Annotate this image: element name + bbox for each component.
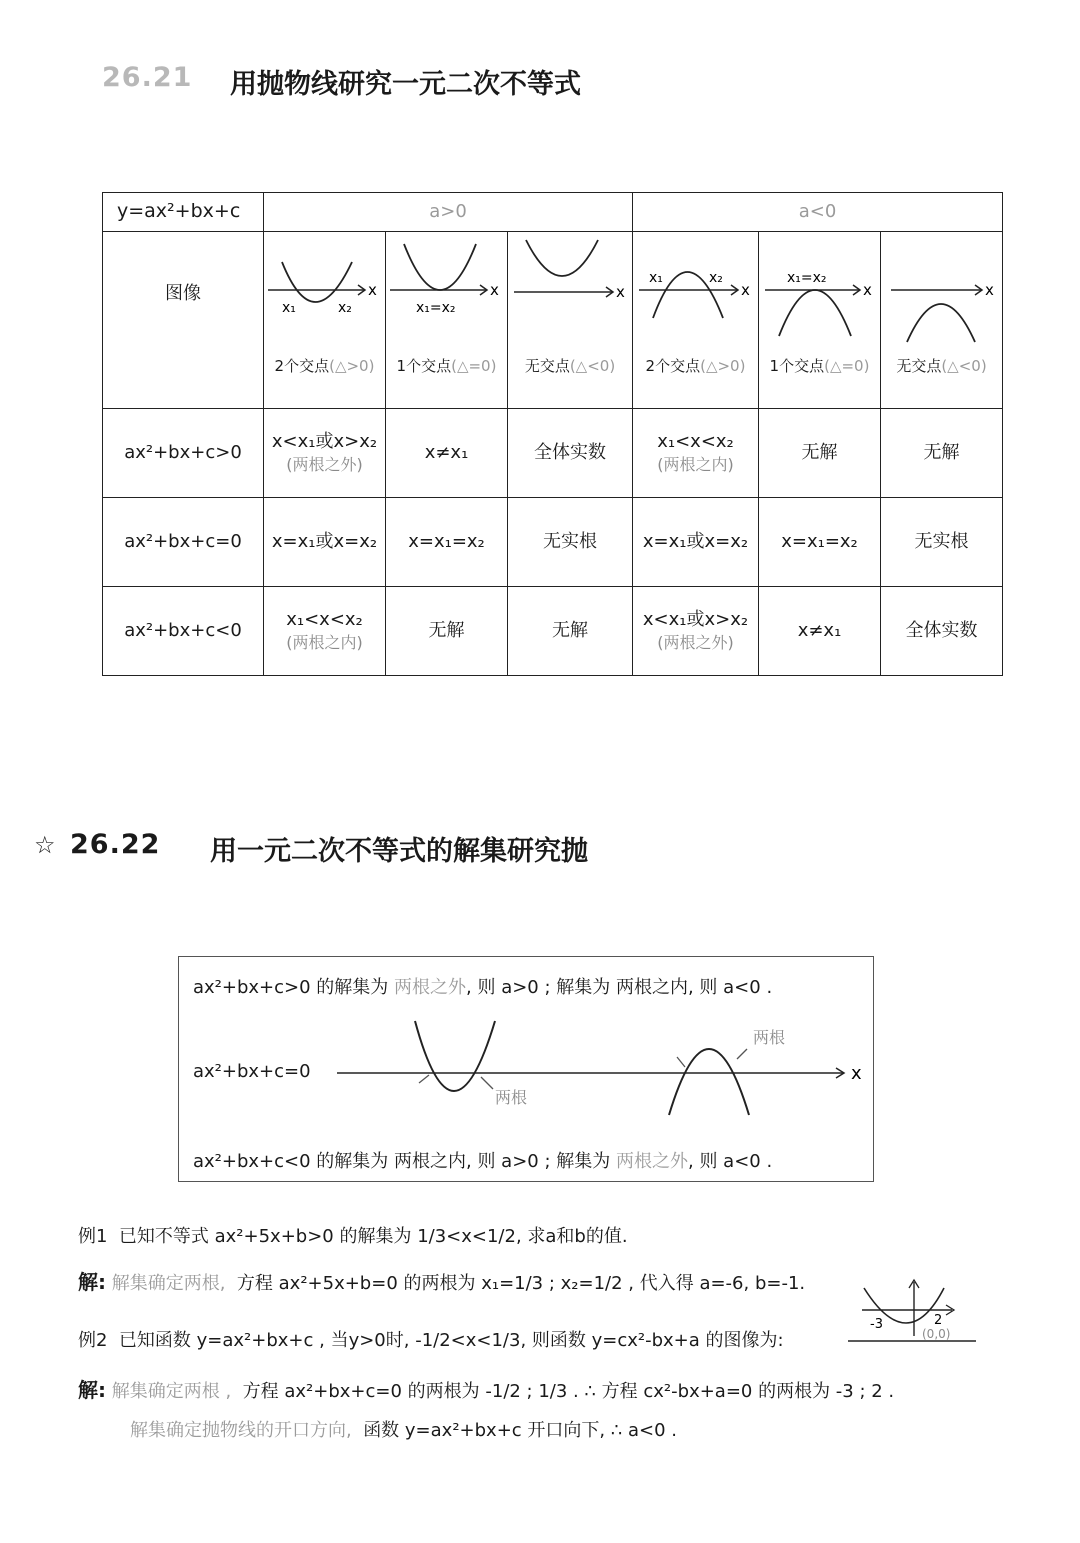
table-cell: x≠x₁	[759, 587, 881, 676]
parabola-down-one-root	[759, 232, 881, 352]
table-cell: 无解	[386, 587, 508, 676]
table-cell: x≠x₁	[386, 409, 508, 498]
row-label: ax²+bx+c>0	[103, 409, 264, 498]
table-row	[103, 409, 1003, 498]
box-line-positive: ax²+bx+c>0 的解集为 两根之外, 则 a>0 ; 解集为 两根之内, 则 a<0 .	[193, 977, 773, 998]
summary-box	[178, 956, 874, 1182]
table-cell: 无实根	[881, 498, 1003, 587]
section-title: 用抛物线研究一元二次不等式	[230, 69, 581, 100]
graph-caption: 2个交点(△>0)	[274, 357, 375, 375]
quadratic-summary-table	[102, 192, 1003, 676]
root-label: x₂	[338, 300, 352, 316]
solution-3: 解集确定抛物线的开口方向, 函数 y=ax²+bx+c 开口向下, ∴ a<0 .	[130, 1420, 678, 1441]
example-1: 例1 已知不等式 ax²+5x+b>0 的解集为 1/3<x<1/2, 求a和b的值.	[78, 1226, 628, 1247]
star-icon: ☆	[34, 831, 56, 859]
graph-cell	[508, 232, 633, 409]
axis-label: x	[741, 281, 750, 299]
root-label: x₁	[282, 300, 296, 316]
graph-cell	[386, 232, 508, 409]
solution-1: 解: 解集确定两根, 方程 ax²+5x+b=0 的两根为 x₁=1/3 ; x₂=1/2 , 代入得 a=-6, b=-1.	[78, 1270, 806, 1294]
table-cell: x<x₁或x>x₂ (两根之外)	[264, 409, 386, 498]
axis-label: x	[490, 281, 499, 299]
table-cell: 无实根	[508, 498, 633, 587]
axis-label: x	[616, 283, 625, 301]
box-equation-label: ax²+bx+c=0	[193, 1061, 311, 1082]
example-2: 例2 已知函数 y=ax²+bx+c , 当y>0时, -1/2<x<1/3, 则函数 y=cx²-bx+a 的图像为:	[78, 1330, 784, 1351]
axis-label: x	[368, 281, 377, 299]
solution-2: 解: 解集确定两根 , 方程 ax²+bx+c=0 的两根为 -1/2 ; 1/3 . ∴ 方程 cx²-bx+a=0 的两根为 -3 ; 2 .	[78, 1378, 895, 1402]
root-label: x₁	[649, 270, 663, 286]
root-label-right: 两根	[753, 1028, 786, 1047]
table-cell: 无解	[881, 409, 1003, 498]
axis-label: x	[985, 281, 994, 299]
graph-caption: 无交点(△<0)	[896, 357, 987, 375]
graph-caption: 2个交点(△>0)	[645, 357, 746, 375]
graph-cell	[264, 232, 386, 409]
table-cell: x=x₁=x₂	[386, 498, 508, 587]
graph-label: 2	[934, 1313, 943, 1328]
example-2-answer-graph	[848, 1278, 978, 1344]
parabola-down-no-roots	[881, 232, 1003, 352]
table-cell: 全体实数	[881, 587, 1003, 676]
axis-label: x	[863, 281, 872, 299]
graph-caption: 1个交点(△=0)	[396, 357, 497, 375]
header-a-positive: a>0	[264, 193, 633, 232]
root-label: x₁=x₂	[416, 300, 456, 316]
row-label: ax²+bx+c=0	[103, 498, 264, 587]
table-cell: x₁<x<x₂ (两根之内)	[633, 409, 759, 498]
table-row	[103, 587, 1003, 676]
graph-cell	[633, 232, 759, 409]
table-cell: 全体实数	[508, 409, 633, 498]
graph-caption: 无交点(△<0)	[524, 357, 616, 375]
graph-label: (0,0)	[922, 1327, 951, 1341]
parabola-down-two-roots	[633, 232, 759, 352]
table-cell: x=x₁=x₂	[759, 498, 881, 587]
table-cell: x=x₁或x=x₂	[264, 498, 386, 587]
section-number: 26.22	[70, 829, 161, 860]
section-title: 用一元二次不等式的解集研究抛	[210, 836, 588, 867]
row-label: ax²+bx+c<0	[103, 587, 264, 676]
header-a-negative: a<0	[633, 193, 1003, 232]
graph-cell	[881, 232, 1003, 409]
root-label: x₂	[709, 270, 723, 286]
table-cell: x=x₁或x=x₂	[633, 498, 759, 587]
table-cell: 无解	[759, 409, 881, 498]
root-label-left: 两根	[495, 1088, 528, 1107]
section-number: 26.21	[102, 62, 193, 93]
table-cell: x<x₁或x>x₂ (两根之外)	[633, 587, 759, 676]
graph-cell	[759, 232, 881, 409]
table-cell: x₁<x<x₂ (两根之内)	[264, 587, 386, 676]
axis-label: x	[851, 1063, 862, 1084]
graph-row-label: 图像	[103, 232, 264, 409]
parabola-up-two-roots	[264, 232, 386, 352]
table-row	[103, 498, 1003, 587]
table-cell: 无解	[508, 587, 633, 676]
parabola-up-one-root	[386, 232, 508, 352]
root-label: x₁=x₂	[787, 270, 827, 286]
graph-label: -3	[870, 1317, 883, 1332]
table-corner: y=ax²+bx+c	[103, 193, 264, 232]
parabola-up-no-roots	[508, 232, 633, 352]
box-line-negative: ax²+bx+c<0 的解集为 两根之内, 则 a>0 ; 解集为 两根之外, 则 a<0 .	[193, 1151, 773, 1172]
box-parabola-diagram	[179, 1013, 873, 1143]
graph-caption: 1个交点(△=0)	[769, 357, 870, 375]
